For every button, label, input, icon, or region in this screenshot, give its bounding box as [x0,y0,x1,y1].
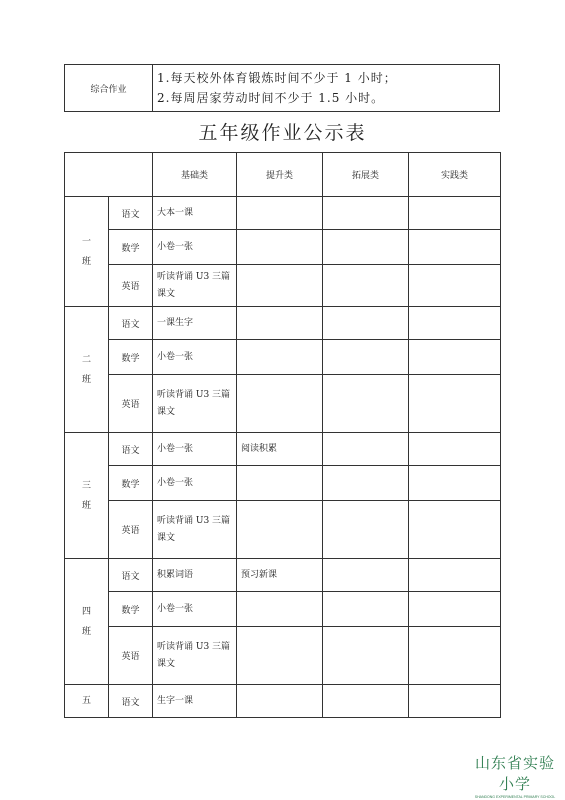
logo-name: 山东省实验小学 [474,754,555,793]
homework-cell [237,307,323,340]
homework-cell [323,433,409,466]
homework-cell [409,592,501,627]
school-logo [470,752,560,799]
class-name-char: 五 [81,696,91,706]
homework-cell [237,685,323,718]
table-row [65,559,501,592]
homework-cell [409,375,501,433]
homework-cell [237,627,323,685]
homework-cell [409,340,501,375]
homework-cell [323,265,409,307]
subject-cell: 数学 [109,230,153,265]
homework-cell [409,197,501,230]
subject-cell: 英语 [109,501,153,559]
subject-cell: 语文 [109,307,153,340]
homework-cell [237,501,323,559]
table-row [65,265,501,307]
homework-cell [409,627,501,685]
table-row [65,230,501,265]
page-title: 五年级作业公示表 [198,122,367,144]
homework-cell: 小卷一张 [153,433,237,466]
subject-cell: 语文 [109,433,153,466]
class-name-cell [65,433,109,559]
homework-cell [237,466,323,501]
homework-cell: 听读背诵 U3 三篇课文 [153,627,237,685]
homework-cell: 阅读积累 [237,433,323,466]
homework-cell: 小卷一张 [153,230,237,265]
homework-cell [409,466,501,501]
homework-cell: 小卷一张 [153,466,237,501]
subject-cell: 语文 [109,197,153,230]
summary-content [153,65,500,112]
homework-cell: 积累词语 [153,559,237,592]
summary-table [64,64,500,112]
summary-line-1: 1.每天校外体育锻炼时间不少于 1 小时； [157,71,397,85]
homework-table [64,152,501,718]
homework-cell [323,375,409,433]
homework-cell [323,230,409,265]
subject-cell: 英语 [109,627,153,685]
table-row [65,685,501,718]
header-basic: 基础类 [153,153,237,197]
subject-cell: 数学 [109,466,153,501]
table-row [65,307,501,340]
class-name-char: 二 [81,354,91,365]
table-row [65,197,501,230]
header-corner [65,153,153,197]
class-name-cell [65,559,109,685]
header-practice: 实践类 [409,153,501,197]
header-expand: 拓展类 [323,153,409,197]
homework-cell: 听读背诵 U3 三篇课文 [153,501,237,559]
table-row [65,433,501,466]
table-row [65,592,501,627]
class-name-char: 班 [81,374,91,385]
homework-cell [237,265,323,307]
homework-cell: 听读背诵 U3 三篇课文 [153,375,237,433]
homework-cell: 小卷一张 [153,340,237,375]
homework-cell [409,307,501,340]
subject-cell: 数学 [109,592,153,627]
homework-cell [237,375,323,433]
table-row [65,340,501,375]
homework-cell: 预习新课 [237,559,323,592]
homework-cell [323,592,409,627]
class-name-char: 四 [81,606,91,617]
homework-cell [237,230,323,265]
homework-cell: 小卷一张 [153,592,237,627]
summary-label: 综合作业 [65,65,153,112]
homework-cell: 大本一课 [153,197,237,230]
homework-cell: 听读背诵 U3 三篇课文 [153,265,237,307]
summary-line-2: 2.每周居家劳动时间不少于 1.5 小时。 [157,91,385,105]
table-row [65,466,501,501]
class-name-char: 班 [81,500,91,511]
subject-cell: 语文 [109,685,153,718]
homework-cell [323,685,409,718]
subject-cell: 英语 [109,375,153,433]
homework-cell: 一课生字 [153,307,237,340]
class-name-char: 班 [81,626,91,637]
class-name-cell [65,685,109,718]
homework-cell: 生字一课 [153,685,237,718]
homework-cell [409,501,501,559]
table-row [65,501,501,559]
homework-cell [323,307,409,340]
subject-cell: 数学 [109,340,153,375]
class-name-cell [65,197,109,307]
class-name-cell [65,307,109,433]
header-improve: 提升类 [237,153,323,197]
homework-cell [409,559,501,592]
homework-cell [237,592,323,627]
homework-cell [323,340,409,375]
subject-cell: 英语 [109,265,153,307]
table-row [65,375,501,433]
homework-cell [409,433,501,466]
class-name-char: 一 [81,236,91,247]
homework-cell [323,559,409,592]
homework-cell [409,685,501,718]
homework-cell [323,501,409,559]
subject-cell: 语文 [109,559,153,592]
class-name-char: 班 [81,256,91,267]
homework-cell [237,197,323,230]
homework-cell [237,340,323,375]
class-name-char: 三 [81,480,91,491]
logo-english-name: SHANDONG EXPERIMENTAL PRIMARY SCHOOL [474,795,556,799]
homework-cell [323,466,409,501]
homework-cell [323,197,409,230]
homework-cell [409,230,501,265]
homework-cell [323,627,409,685]
header-row [65,153,501,197]
homework-cell [409,265,501,307]
table-row [65,627,501,685]
